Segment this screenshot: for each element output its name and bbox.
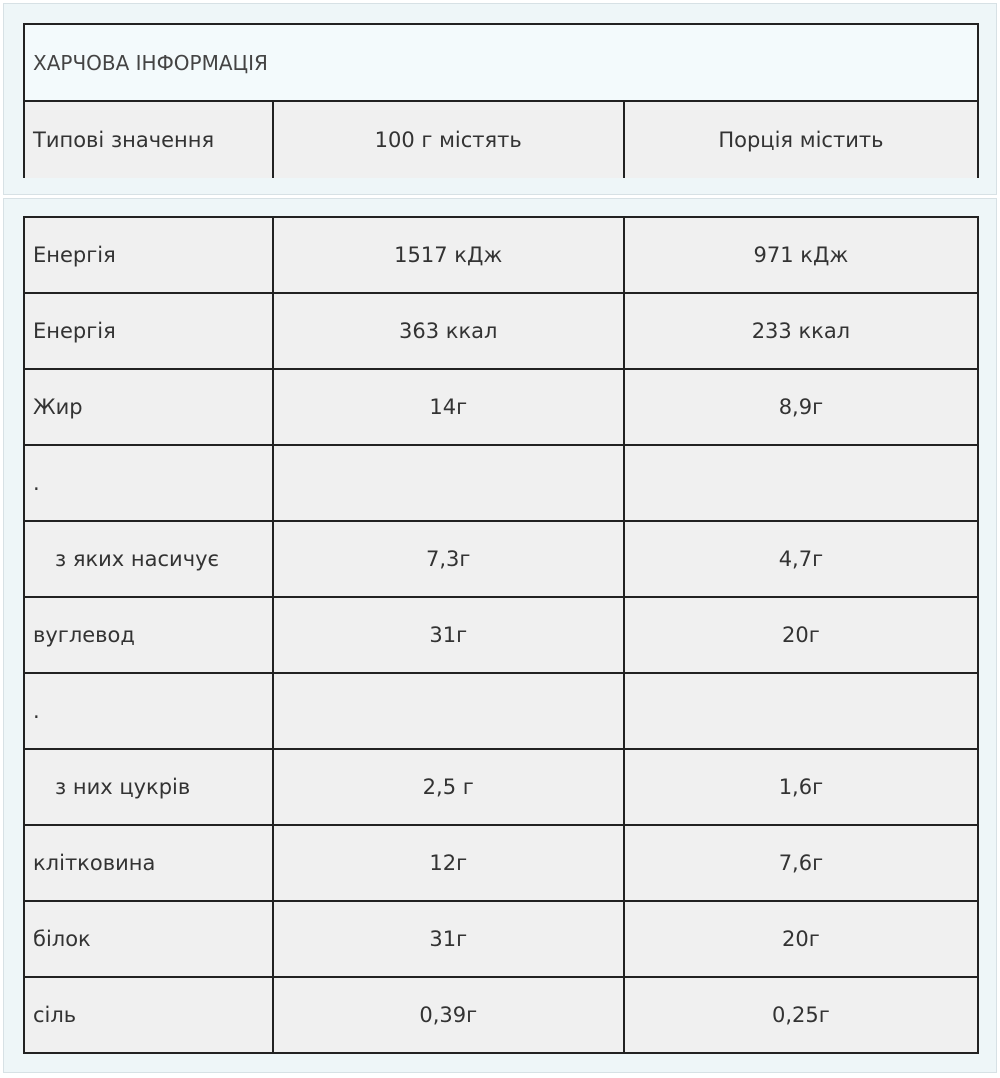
table-row (24, 597, 978, 673)
table-row (24, 369, 978, 445)
value-per-portion: 971 кДж (624, 217, 978, 293)
nutrient-label: . (24, 445, 273, 521)
nutrient-label: білок (24, 901, 273, 977)
nutrient-label: Енергія (24, 293, 273, 369)
table-row (24, 521, 978, 597)
nutrient-label: сіль (24, 977, 273, 1053)
value-per-portion: 20г (624, 901, 978, 977)
nutrition-rows (24, 217, 978, 1053)
nutrient-label: з яких насичує (24, 521, 273, 597)
nutrient-label: з них цукрів (24, 749, 273, 825)
table-title: ХАРЧОВА ІНФОРМАЦІЯ (24, 24, 978, 101)
value-per-100g: 0,39г (273, 977, 624, 1053)
value-per-100g (273, 445, 624, 521)
table-row (24, 901, 978, 977)
nutrient-label: клітковина (24, 825, 273, 901)
value-per-portion: 8,9г (624, 369, 978, 445)
value-per-portion: 0,25г (624, 977, 978, 1053)
table-row (24, 673, 978, 749)
table-row (24, 749, 978, 825)
nutrient-label: вуглевод (24, 597, 273, 673)
value-per-100g: 14г (273, 369, 624, 445)
value-per-100g: 12г (273, 825, 624, 901)
value-per-100g (273, 673, 624, 749)
header-per-portion: Порція містить (624, 101, 978, 178)
table-row (24, 217, 978, 293)
value-per-100g: 363 ккал (273, 293, 624, 369)
value-per-portion (624, 445, 978, 521)
value-per-100g: 31г (273, 901, 624, 977)
nutrient-label: . (24, 673, 273, 749)
value-per-portion: 1,6г (624, 749, 978, 825)
nutrition-header-table (23, 23, 979, 178)
value-per-portion (624, 673, 978, 749)
value-per-portion: 4,7г (624, 521, 978, 597)
nutrition-body-table (23, 216, 979, 1054)
table-row (24, 825, 978, 901)
header-typical-values: Типові значення (24, 101, 273, 178)
value-per-100g: 31г (273, 597, 624, 673)
value-per-portion: 7,6г (624, 825, 978, 901)
value-per-100g: 7,3г (273, 521, 624, 597)
value-per-portion: 20г (624, 597, 978, 673)
header-row (24, 101, 978, 178)
value-per-100g: 1517 кДж (273, 217, 624, 293)
nutrient-label: Енергія (24, 217, 273, 293)
value-per-portion: 233 ккал (624, 293, 978, 369)
nutrient-label: Жир (24, 369, 273, 445)
value-per-100g: 2,5 г (273, 749, 624, 825)
table-row (24, 445, 978, 521)
table-row (24, 293, 978, 369)
header-per-100g: 100 г містять (273, 101, 624, 178)
table-row (24, 977, 978, 1053)
title-row (24, 24, 978, 101)
